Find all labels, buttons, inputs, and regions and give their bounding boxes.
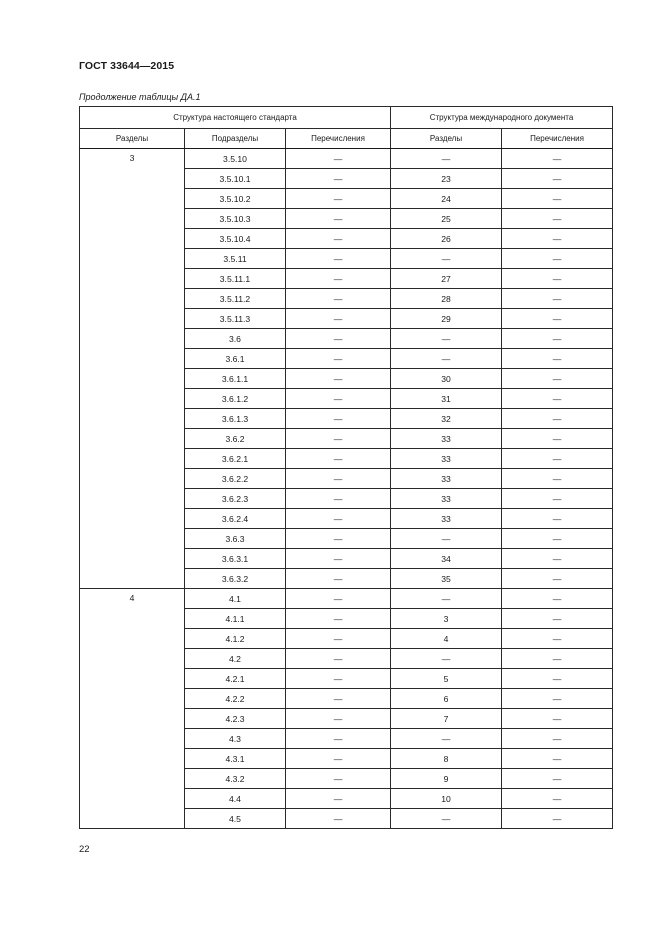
table-body <box>80 149 613 829</box>
enumeration-cell: — <box>286 609 391 629</box>
int-section-cell: 31 <box>391 389 502 409</box>
int-enumeration-cell: — <box>502 729 613 749</box>
int-enumeration-cell: — <box>502 189 613 209</box>
subsection-cell: 4.3 <box>185 729 286 749</box>
enumeration-cell: — <box>286 169 391 189</box>
table-caption: Продолжение таблицы ДА.1 <box>79 92 201 102</box>
int-enumeration-cell: — <box>502 289 613 309</box>
int-section-cell: 29 <box>391 309 502 329</box>
enumeration-cell: — <box>286 229 391 249</box>
int-section-cell: 33 <box>391 449 502 469</box>
int-section-cell: 5 <box>391 669 502 689</box>
int-enumeration-cell: — <box>502 329 613 349</box>
enumeration-cell: — <box>286 709 391 729</box>
enumeration-cell: — <box>286 529 391 549</box>
int-enumeration-cell: — <box>502 649 613 669</box>
group-header-international: Структура международного документа <box>391 107 613 129</box>
subsection-cell: 3.6.2.4 <box>185 509 286 529</box>
int-enumeration-cell: — <box>502 489 613 509</box>
int-section-cell: 7 <box>391 709 502 729</box>
subsection-cell: 3.6.3.2 <box>185 569 286 589</box>
int-enumeration-cell: — <box>502 769 613 789</box>
int-enumeration-cell: — <box>502 749 613 769</box>
subsection-cell: 3.6.1 <box>185 349 286 369</box>
correspondence-table <box>79 106 613 829</box>
int-enumeration-cell: — <box>502 589 613 609</box>
column-header-sections: Разделы <box>80 129 185 149</box>
int-section-cell: 24 <box>391 189 502 209</box>
subsection-cell: 4.1.1 <box>185 609 286 629</box>
enumeration-cell: — <box>286 689 391 709</box>
int-enumeration-cell: — <box>502 309 613 329</box>
enumeration-cell: — <box>286 389 391 409</box>
subsection-cell: 3.6.1.1 <box>185 369 286 389</box>
subsection-cell: 3.5.11.3 <box>185 309 286 329</box>
subsection-cell: 4.4 <box>185 789 286 809</box>
enumeration-cell: — <box>286 209 391 229</box>
subsection-cell: 3.5.11.2 <box>185 289 286 309</box>
int-section-cell: 28 <box>391 289 502 309</box>
int-enumeration-cell: — <box>502 609 613 629</box>
enumeration-cell: — <box>286 729 391 749</box>
enumeration-cell: — <box>286 629 391 649</box>
enumeration-cell: — <box>286 409 391 429</box>
enumeration-cell: — <box>286 449 391 469</box>
int-section-cell: 34 <box>391 549 502 569</box>
column-header-int-enumerations: Перечисления <box>502 129 613 149</box>
int-enumeration-cell: — <box>502 569 613 589</box>
enumeration-cell: — <box>286 509 391 529</box>
subsection-cell: 4.2.2 <box>185 689 286 709</box>
enumeration-cell: — <box>286 789 391 809</box>
enumeration-cell: — <box>286 149 391 169</box>
enumeration-cell: — <box>286 369 391 389</box>
enumeration-cell: — <box>286 489 391 509</box>
enumeration-cell: — <box>286 589 391 609</box>
table-row <box>80 589 613 609</box>
subsection-cell: 4.2.3 <box>185 709 286 729</box>
int-enumeration-cell: — <box>502 249 613 269</box>
table-row <box>80 149 613 169</box>
enumeration-cell: — <box>286 649 391 669</box>
int-enumeration-cell: — <box>502 709 613 729</box>
int-enumeration-cell: — <box>502 689 613 709</box>
enumeration-cell: — <box>286 289 391 309</box>
subsection-cell: 3.6.3 <box>185 529 286 549</box>
int-section-cell: 30 <box>391 369 502 389</box>
enumeration-cell: — <box>286 669 391 689</box>
enumeration-cell: — <box>286 469 391 489</box>
subsection-cell: 4.3.1 <box>185 749 286 769</box>
int-section-cell: — <box>391 249 502 269</box>
int-section-cell: — <box>391 149 502 169</box>
int-section-cell: 32 <box>391 409 502 429</box>
enumeration-cell: — <box>286 249 391 269</box>
int-enumeration-cell: — <box>502 369 613 389</box>
int-section-cell: 23 <box>391 169 502 189</box>
enumeration-cell: — <box>286 809 391 829</box>
int-enumeration-cell: — <box>502 269 613 289</box>
int-section-cell: 27 <box>391 269 502 289</box>
int-section-cell: 33 <box>391 429 502 449</box>
enumeration-cell: — <box>286 769 391 789</box>
int-section-cell: 6 <box>391 689 502 709</box>
subsection-cell: 3.5.10 <box>185 149 286 169</box>
subsection-cell: 3.6.2.3 <box>185 489 286 509</box>
int-enumeration-cell: — <box>502 409 613 429</box>
int-enumeration-cell: — <box>502 389 613 409</box>
subsection-cell: 3.6.2.2 <box>185 469 286 489</box>
int-section-cell: 26 <box>391 229 502 249</box>
subsection-cell: 3.6.1.2 <box>185 389 286 409</box>
enumeration-cell: — <box>286 269 391 289</box>
enumeration-cell: — <box>286 329 391 349</box>
int-section-cell: 33 <box>391 509 502 529</box>
int-section-cell: — <box>391 529 502 549</box>
subsection-cell: 4.2.1 <box>185 669 286 689</box>
int-section-cell: — <box>391 349 502 369</box>
subsection-cell: 3.5.11.1 <box>185 269 286 289</box>
subsection-cell: 3.5.10.3 <box>185 209 286 229</box>
subsection-cell: 4.5 <box>185 809 286 829</box>
subsection-cell: 3.5.10.1 <box>185 169 286 189</box>
int-section-cell: — <box>391 729 502 749</box>
int-enumeration-cell: — <box>502 229 613 249</box>
int-section-cell: 33 <box>391 489 502 509</box>
subsection-cell: 3.6.2 <box>185 429 286 449</box>
subsection-cell: 3.5.11 <box>185 249 286 269</box>
int-section-cell: 8 <box>391 749 502 769</box>
subsection-cell: 4.1.2 <box>185 629 286 649</box>
enumeration-cell: — <box>286 429 391 449</box>
column-header-enumerations: Перечисления <box>286 129 391 149</box>
int-section-cell: 33 <box>391 469 502 489</box>
subsection-cell: 3.6.2.1 <box>185 449 286 469</box>
enumeration-cell: — <box>286 349 391 369</box>
enumeration-cell: — <box>286 189 391 209</box>
enumeration-cell: — <box>286 549 391 569</box>
section-cell: 3 <box>80 149 185 589</box>
subsection-cell: 3.6.1.3 <box>185 409 286 429</box>
int-enumeration-cell: — <box>502 669 613 689</box>
document-title: ГОСТ 33644—2015 <box>79 60 175 72</box>
section-cell: 4 <box>80 589 185 829</box>
int-section-cell: — <box>391 809 502 829</box>
subsection-cell: 4.3.2 <box>185 769 286 789</box>
int-section-cell: 25 <box>391 209 502 229</box>
int-section-cell: 3 <box>391 609 502 629</box>
int-enumeration-cell: — <box>502 469 613 489</box>
subsection-cell: 4.1 <box>185 589 286 609</box>
int-enumeration-cell: — <box>502 789 613 809</box>
int-enumeration-cell: — <box>502 449 613 469</box>
enumeration-cell: — <box>286 569 391 589</box>
column-header-subsections: Подразделы <box>185 129 286 149</box>
subsection-cell: 3.6.3.1 <box>185 549 286 569</box>
int-enumeration-cell: — <box>502 509 613 529</box>
subsection-cell: 3.5.10.4 <box>185 229 286 249</box>
int-enumeration-cell: — <box>502 169 613 189</box>
int-enumeration-cell: — <box>502 149 613 169</box>
group-header-this-standard: Структура настоящего стандарта <box>80 107 391 129</box>
int-section-cell: — <box>391 589 502 609</box>
int-section-cell: 10 <box>391 789 502 809</box>
int-enumeration-cell: — <box>502 529 613 549</box>
column-header-int-sections: Разделы <box>391 129 502 149</box>
int-enumeration-cell: — <box>502 349 613 369</box>
int-enumeration-cell: — <box>502 429 613 449</box>
int-section-cell: — <box>391 649 502 669</box>
int-enumeration-cell: — <box>502 549 613 569</box>
subsection-cell: 4.2 <box>185 649 286 669</box>
page-number: 22 <box>79 844 90 855</box>
int-section-cell: 35 <box>391 569 502 589</box>
subsection-cell: 3.5.10.2 <box>185 189 286 209</box>
enumeration-cell: — <box>286 309 391 329</box>
int-enumeration-cell: — <box>502 809 613 829</box>
int-section-cell: — <box>391 329 502 349</box>
int-section-cell: 9 <box>391 769 502 789</box>
subsection-cell: 3.6 <box>185 329 286 349</box>
enumeration-cell: — <box>286 749 391 769</box>
int-section-cell: 4 <box>391 629 502 649</box>
int-enumeration-cell: — <box>502 209 613 229</box>
int-enumeration-cell: — <box>502 629 613 649</box>
